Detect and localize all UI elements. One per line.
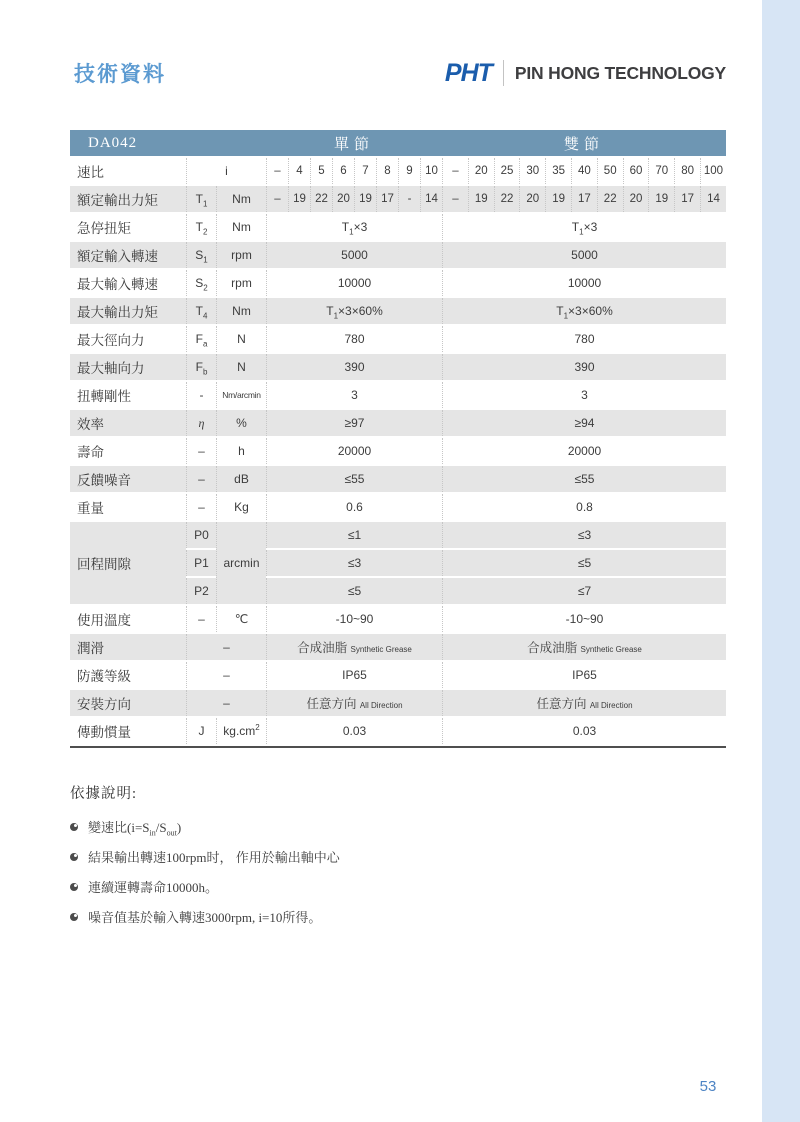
torque-cell: 17 [376,186,398,212]
page-header [74,58,726,88]
note-bullet-icon [70,853,78,861]
spec-row-feedback-noise [70,466,726,492]
double-value [442,690,726,716]
spec-row-weight [70,494,726,520]
double-value: 0.8 [442,494,726,520]
row-symbol: J [186,718,216,744]
spec-row-protection-class [70,662,726,688]
ratio-cell: 40 [571,158,597,184]
double-value: 20000 [442,438,726,464]
brand-name: PIN HONG TECHNOLOGY [514,62,726,83]
row-label: 安裝方向 [70,690,186,716]
single-value: 5000 [266,242,442,268]
row-unit: Nm [216,186,266,212]
row-label: 額定輸出力矩 [70,186,186,212]
torque-cell: 14 [420,186,442,212]
torque-cell: 14 [700,186,726,212]
spec-row-max-axial-force [70,354,726,380]
spec-row-lubrication [70,634,726,660]
row-label: 壽命 [77,445,104,460]
spec-row-estop-torque [70,214,726,240]
single-value: ≤3 [266,550,442,576]
spec-row-lifetime [70,438,726,464]
single-value: ≤55 [266,466,442,492]
row-label: 速比 [77,165,104,180]
torque-cell: 19 [354,186,376,212]
model-label: DA042 [70,130,266,156]
right-edge-strip [762,0,800,1122]
note-text: 噪音值基於輸入轉速3000rpm, i=10所得。 [88,910,322,925]
lubrication-cn: 合成油脂 [297,641,348,655]
double-value: ≥94 [442,410,726,436]
double-value: 10000 [442,270,726,296]
row-symbol: η [186,410,216,436]
torque-cell: 17 [571,186,597,212]
spec-row-operating-temperature [70,606,726,632]
single-value: -10~90 [266,606,442,632]
spec-row-ratio [70,158,726,184]
double-value: 390 [442,354,726,380]
double-value: $T_1\times 3$ [442,214,726,240]
row-label: 潤滑 [70,634,186,660]
spec-row-rated-input-speed [70,242,726,268]
ratio-cell: 35 [545,158,571,184]
double-value: ≤7 [442,578,726,604]
spec-row-max-input-speed [70,270,726,296]
mounting-en: All Direction [359,701,403,710]
ratio-cell: – [442,158,468,184]
single-value: 3 [266,382,442,408]
row-unit: Nm/arcmin [216,382,266,408]
brand-block [445,59,726,88]
ratio-cell: 9 [398,158,420,184]
backlash-grade: P1 [186,550,216,576]
mounting-en: All Direction [589,701,633,710]
double-value: 0.03 [442,718,726,744]
torque-cell: 19 [648,186,674,212]
ratio-cell: – [266,158,288,184]
note-item [70,847,726,866]
ratio-cell: 60 [623,158,649,184]
torque-cell: 20 [332,186,354,212]
row-label: 急停扭矩 [77,221,131,236]
row-symbol: i [186,158,266,184]
double-value: ≤5 [442,550,726,576]
torque-cell: 20 [623,186,649,212]
double-value: 5000 [442,242,726,268]
row-unit: dB [216,466,266,492]
row-unit: Nm [216,214,266,240]
row-symbol: – [186,690,266,716]
row-symbol: – [186,438,216,464]
row-label: 傳動慣量 [77,725,131,740]
row-unit: rpm [216,270,266,296]
row-symbol: $S_1$ [186,242,216,268]
row-unit: ℃ [216,606,266,632]
single-value: 0.03 [266,718,442,744]
row-symbol: $T_1$ [186,186,216,212]
row-symbol: – [186,466,216,492]
spec-row-efficiency [70,410,726,436]
ratio-cell: 4 [288,158,310,184]
note-item [70,817,726,836]
row-label: 最大軸向力 [70,354,186,380]
row-unit: N [216,326,266,352]
double-stage-header: 雙節 [442,130,726,156]
torque-cell: 22 [310,186,332,212]
ratio-cell: 6 [332,158,354,184]
single-stage-header: 單節 [266,130,442,156]
notes-title: 依據說明: [70,786,138,802]
row-symbol: $F_a$ [186,326,216,352]
table-header-row [70,130,726,156]
row-unit: N [216,354,266,380]
row-unit: h [216,438,266,464]
single-value: 10000 [266,270,442,296]
single-value: 0.6 [266,494,442,520]
double-value: $T_1\times 3\times 60\%$ [442,298,726,324]
row-unit: Kg [216,494,266,520]
row-label: 最大徑向力 [77,333,145,348]
double-value: 3 [442,382,726,408]
row-symbol: – [186,634,266,660]
note-text: 結果輸出轉速100rpm时， 作用於輸出軸中心 [88,850,340,865]
page-title: 技術資料 [74,63,166,86]
note-bullet-icon [70,823,78,831]
notes-list [70,817,726,926]
torque-cell: 20 [519,186,545,212]
ratio-cell: 70 [648,158,674,184]
row-label: 扭轉剛性 [77,389,131,404]
row-label: 最大輸出力矩 [70,298,186,324]
double-value: ≤3 [442,522,726,548]
spec-row-torsional-rigidity [70,382,726,408]
pht-logo: PHT [444,58,492,87]
torque-cell: 19 [468,186,494,212]
row-symbol: – [186,662,266,688]
content-column [70,128,726,937]
single-value: ≤1 [266,522,442,548]
single-value: ≥97 [266,410,442,436]
row-label: 額定輸入轉速 [70,242,186,268]
lubrication-en: Synthetic Grease [350,645,412,654]
double-value: IP65 [442,662,726,688]
ratio-cell: 20 [468,158,494,184]
ratio-cell: 8 [376,158,398,184]
torque-cell: - [398,186,420,212]
single-value: 780 [266,326,442,352]
row-unit: arcmin [216,522,266,604]
torque-cell: 19 [288,186,310,212]
single-value: $T_1\times 3$ [266,214,442,240]
ratio-cell: 50 [597,158,623,184]
page-number: 53 [699,1078,717,1095]
double-value: 780 [442,326,726,352]
row-symbol: $S_2$ [186,270,216,296]
row-label: 回程間隙 [70,522,186,604]
lubrication-en: Synthetic Grease [580,645,642,654]
single-value: IP65 [266,662,442,688]
single-value [266,690,442,716]
row-label: 最大輸入轉速 [77,277,158,292]
single-value: 390 [266,354,442,380]
row-symbol: $T_2$ [186,214,216,240]
ratio-cell: 25 [494,158,520,184]
ratio-cell: 100 [700,158,726,184]
single-value [266,634,442,660]
row-label: 使用溫度 [77,613,131,628]
torque-cell: 19 [545,186,571,212]
double-value: -10~90 [442,606,726,632]
row-symbol: – [186,606,216,632]
row-label: 防護等級 [77,669,131,684]
row-symbol: - [186,382,216,408]
row-unit: $kg.cm^2$ [216,718,266,744]
spec-row-max-output-torque [70,298,726,324]
spec-row-inertia [70,718,726,744]
brand-divider [503,60,504,86]
single-value: ≤5 [266,578,442,604]
torque-cell: 22 [597,186,623,212]
lubrication-cn: 合成油脂 [527,641,578,655]
double-value [442,634,726,660]
ratio-cell: 80 [674,158,700,184]
spec-table-wrap [70,128,726,748]
mounting-cn: 任意方向 [536,697,587,711]
note-bullet-icon [70,883,78,891]
spec-row-max-radial-force [70,326,726,352]
note-text: 連續運轉壽命10000h。 [88,880,219,895]
ratio-cell: 5 [310,158,332,184]
row-unit: rpm [216,242,266,268]
row-label: 反饋噪音 [70,466,186,492]
double-value: ≤55 [442,466,726,492]
note-item [70,907,726,926]
backlash-grade: P0 [186,522,216,548]
row-label: 效率 [70,410,186,436]
torque-cell: 22 [494,186,520,212]
row-unit: % [216,410,266,436]
row-symbol: $F_b$ [186,354,216,380]
note-text: 變速比$(i=S_{in}/S_{out})$ [88,820,182,838]
torque-cell: – [266,186,288,212]
spec-row-backlash-p0 [70,522,726,548]
notes-section [70,782,726,926]
note-bullet-icon [70,913,78,921]
ratio-cell: 7 [354,158,376,184]
spec-row-rated-torque [70,186,726,212]
torque-cell: – [442,186,468,212]
row-label: 重量 [77,501,104,516]
spec-table [70,128,726,746]
torque-cell: 17 [674,186,700,212]
ratio-cell: 30 [519,158,545,184]
spec-row-mounting-direction [70,690,726,716]
single-value: 20000 [266,438,442,464]
ratio-cell: 10 [420,158,442,184]
note-item [70,877,726,896]
row-symbol: – [186,494,216,520]
row-unit: Nm [216,298,266,324]
mounting-cn: 任意方向 [306,697,357,711]
backlash-grade: P2 [186,578,216,604]
row-symbol: $T_4$ [186,298,216,324]
single-value: $T_1\times 3\times 60\%$ [266,298,442,324]
